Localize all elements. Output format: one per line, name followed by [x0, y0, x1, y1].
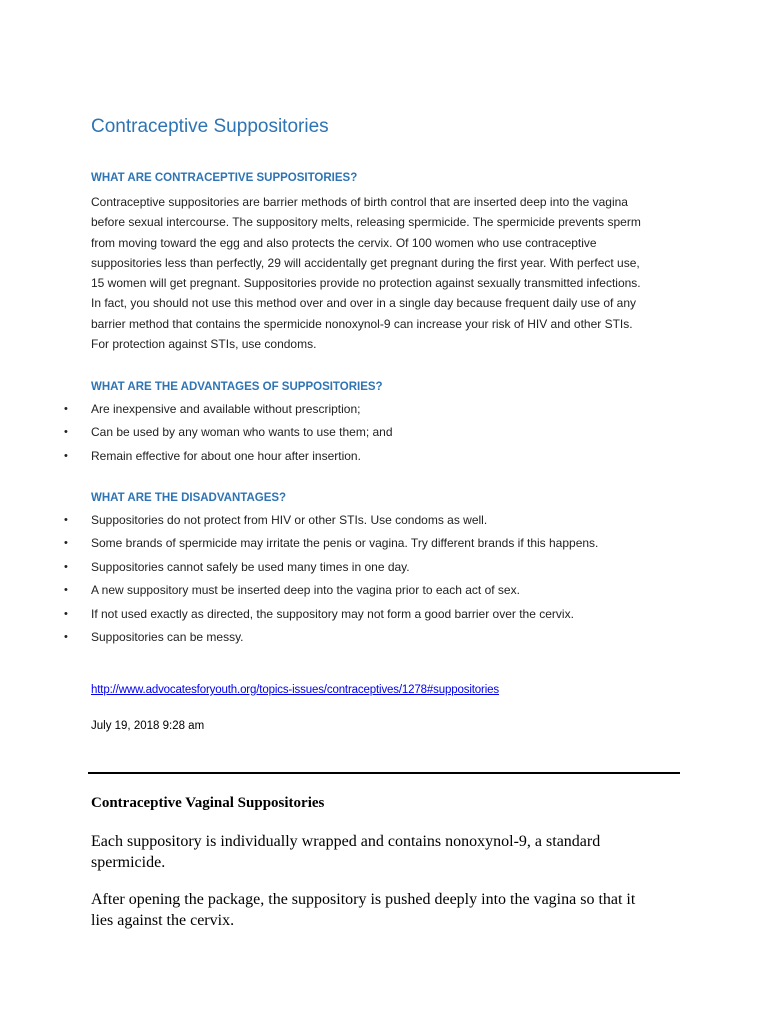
- paragraph-insertion: [91, 889, 681, 931]
- paragraph-line: spermicide.: [91, 854, 166, 871]
- section-heading-what-are: WHAT ARE CONTRACEPTIVE SUPPOSITORIES?: [91, 172, 358, 184]
- bullet-icon: •: [64, 514, 68, 526]
- bullet-icon: •: [64, 537, 68, 550]
- paragraph-line: Contraceptive suppositories are barrier methods of birth control that are inserted deep into the vagina: [91, 195, 628, 209]
- list-item-text: Some brands of spermicide may irritate the penis or vagina. Try different brands if this happens.: [91, 536, 599, 551]
- paragraph-line: For protection against STIs, use condoms.: [91, 337, 317, 352]
- paragraph-line: from moving toward the egg and also protects the cervix. Of 100 women who use contraceptive: [91, 235, 597, 250]
- bullet-icon: •: [64, 426, 68, 439]
- paragraph-line: Each suppository is individually wrapped and contains nonoxynol-9, a standard: [91, 833, 601, 850]
- list-item-text: Can be used by any woman who wants to use them; and: [91, 425, 393, 440]
- paragraph-line: suppositories less than perfectly, 29 will accidentally get pregnant during the first year. With perfect use,: [91, 255, 640, 270]
- list-item-text: Are inexpensive and available without prescription;: [91, 402, 361, 416]
- section-heading-disadvantages: WHAT ARE THE DISADVANTAGES?: [91, 492, 287, 504]
- list-item-text: Suppositories can be messy.: [91, 629, 244, 644]
- paragraph-line: 15 women will get pregnant. Suppositories provide no protection against sexually transmitted infections.: [91, 276, 641, 291]
- list-item-text: Suppositories do not protect from HIV or other STIs. Use condoms as well.: [91, 513, 488, 527]
- list-item-text: Suppositories cannot safely be used many times in one day.: [91, 559, 410, 574]
- list-item-text: If not used exactly as directed, the suppository may not form a good barrier over the cervix.: [91, 606, 574, 621]
- section-heading-advantages: WHAT ARE THE ADVANTAGES OF SUPPOSITORIES?: [91, 381, 383, 393]
- bullet-icon: •: [64, 403, 68, 415]
- source-link[interactable]: http://www.advocatesforyouth.org/topics-issues/contraceptives/1278#suppositories: [91, 684, 499, 696]
- section-heading-vaginal-suppositories: Contraceptive Vaginal Suppositories: [91, 795, 325, 811]
- paragraph-line: lies against the cervix.: [91, 912, 235, 929]
- horizontal-divider: [88, 772, 680, 774]
- paragraph-line: After opening the package, the suppository is pushed deeply into the vagina so that it: [91, 891, 636, 908]
- paragraph-wrapped: [91, 831, 681, 873]
- bullet-icon: •: [64, 449, 68, 462]
- section-paragraph-what-are: [91, 192, 671, 354]
- bullet-icon: •: [64, 560, 68, 573]
- paragraph-line: barrier method that contains the spermicide nonoxynol-9 can increase your risk of HIV and other STIs.: [91, 316, 633, 331]
- paragraph-line: In fact, you should not use this method over and over in a single day because frequent daily use of any: [91, 296, 637, 311]
- page-title: Contraceptive Suppositories: [91, 116, 329, 137]
- list-item-text: Remain effective for about one hour after insertion.: [91, 448, 361, 463]
- bullet-icon: •: [64, 584, 68, 597]
- paragraph-line: before sexual intercourse. The suppository melts, releasing spermicide. The spermicide prevents sperm: [91, 215, 641, 230]
- bullet-icon: •: [64, 607, 68, 620]
- bullet-icon: •: [64, 630, 68, 643]
- timestamp: July 19, 2018 9:28 am: [91, 720, 205, 732]
- list-item-text: A new suppository must be inserted deep into the vagina prior to each act of sex.: [91, 583, 520, 598]
